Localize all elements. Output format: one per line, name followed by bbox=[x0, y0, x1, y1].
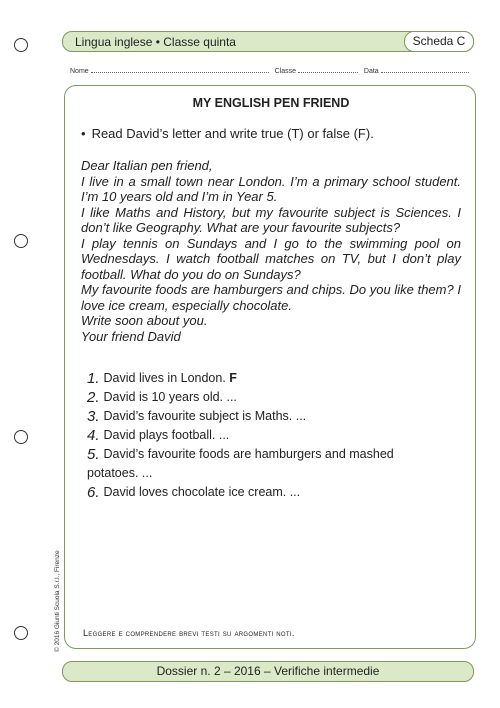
question-number: 3. bbox=[87, 408, 100, 425]
instruction bbox=[81, 126, 374, 141]
student-fields bbox=[70, 67, 469, 75]
question-item bbox=[87, 483, 457, 502]
question-number: 5. bbox=[87, 446, 100, 463]
copyright-notice: © 2016 Giunti Scuola S.r.l., Firenze bbox=[54, 550, 61, 652]
question-item bbox=[87, 426, 457, 445]
question-continuation bbox=[87, 464, 457, 483]
instruction-text: Read David’s letter and write true (T) or false (F). bbox=[91, 126, 374, 141]
letter-closing: Write soon about you. bbox=[81, 313, 208, 328]
question-item bbox=[87, 388, 457, 407]
nome-label: Nome bbox=[70, 68, 89, 75]
letter-line: I live in a small town near London. I’m a primary school student. I’m 10 years old and I’m in Year 5. bbox=[81, 173, 461, 204]
question-number: 2. bbox=[87, 389, 100, 406]
question-text: David loves chocolate ice cream. ... bbox=[103, 485, 301, 499]
question-number: 1. bbox=[87, 370, 100, 387]
binder-hole bbox=[14, 38, 28, 52]
question-text: David lives in London. bbox=[103, 371, 226, 385]
question-text: David’s favourite foods are hamburgers and mashed bbox=[103, 447, 394, 461]
letter-line: I play tennis on Sundays and I go to the swimming pool on Wednesdays. I watch football matches on TV, but I don’t play football. What do you do on Sundays? bbox=[81, 235, 461, 282]
questions-list bbox=[87, 369, 457, 502]
classe-field[interactable] bbox=[298, 67, 358, 73]
worksheet-title: MY ENGLISH PEN FRIEND bbox=[192, 96, 350, 110]
question-text: David’s favourite subject is Maths. ... bbox=[103, 409, 307, 423]
data-label: Data bbox=[363, 68, 379, 75]
question-answer[interactable]: F bbox=[229, 371, 237, 385]
letter-greeting: Dear Italian pen friend, bbox=[81, 158, 213, 173]
data-field[interactable] bbox=[381, 67, 469, 73]
letter-signature: Your friend David bbox=[81, 328, 181, 344]
bullet-icon: • bbox=[81, 126, 86, 141]
question-number: 4. bbox=[87, 427, 100, 444]
binder-hole bbox=[14, 234, 28, 248]
letter bbox=[81, 158, 461, 344]
question-item bbox=[87, 369, 457, 388]
learning-objective: Leggere e comprendere brevi testi su argomenti noti. bbox=[83, 628, 295, 638]
binder-hole bbox=[14, 430, 28, 444]
question-number: 6. bbox=[87, 484, 100, 501]
letter-line: My favourite foods are hamburgers and chips. Do you like them? I love ice cream, especially chocolate. bbox=[81, 282, 461, 313]
header-title: Lingua inglese • Classe quinta bbox=[75, 35, 236, 49]
nome-field[interactable] bbox=[91, 67, 269, 73]
question-item bbox=[87, 445, 457, 464]
letter-line: I like Maths and History, but my favourite subject is Sciences. I don’t like Geography. What are your favourite subjects? bbox=[81, 204, 461, 235]
question-text: David is 10 years old. ... bbox=[103, 390, 237, 404]
question-text-cont: potatoes. ... bbox=[87, 466, 153, 480]
footer-band: Dossier n. 2 – 2016 – Verifiche intermedie bbox=[62, 661, 474, 682]
question-text: David plays football. ... bbox=[103, 428, 230, 442]
header-band bbox=[62, 31, 474, 52]
classe-label: Classe bbox=[274, 68, 296, 75]
question-item bbox=[87, 407, 457, 426]
binder-hole bbox=[14, 626, 28, 640]
worksheet-panel bbox=[64, 85, 476, 649]
scheda-label: Scheda C bbox=[404, 31, 474, 52]
